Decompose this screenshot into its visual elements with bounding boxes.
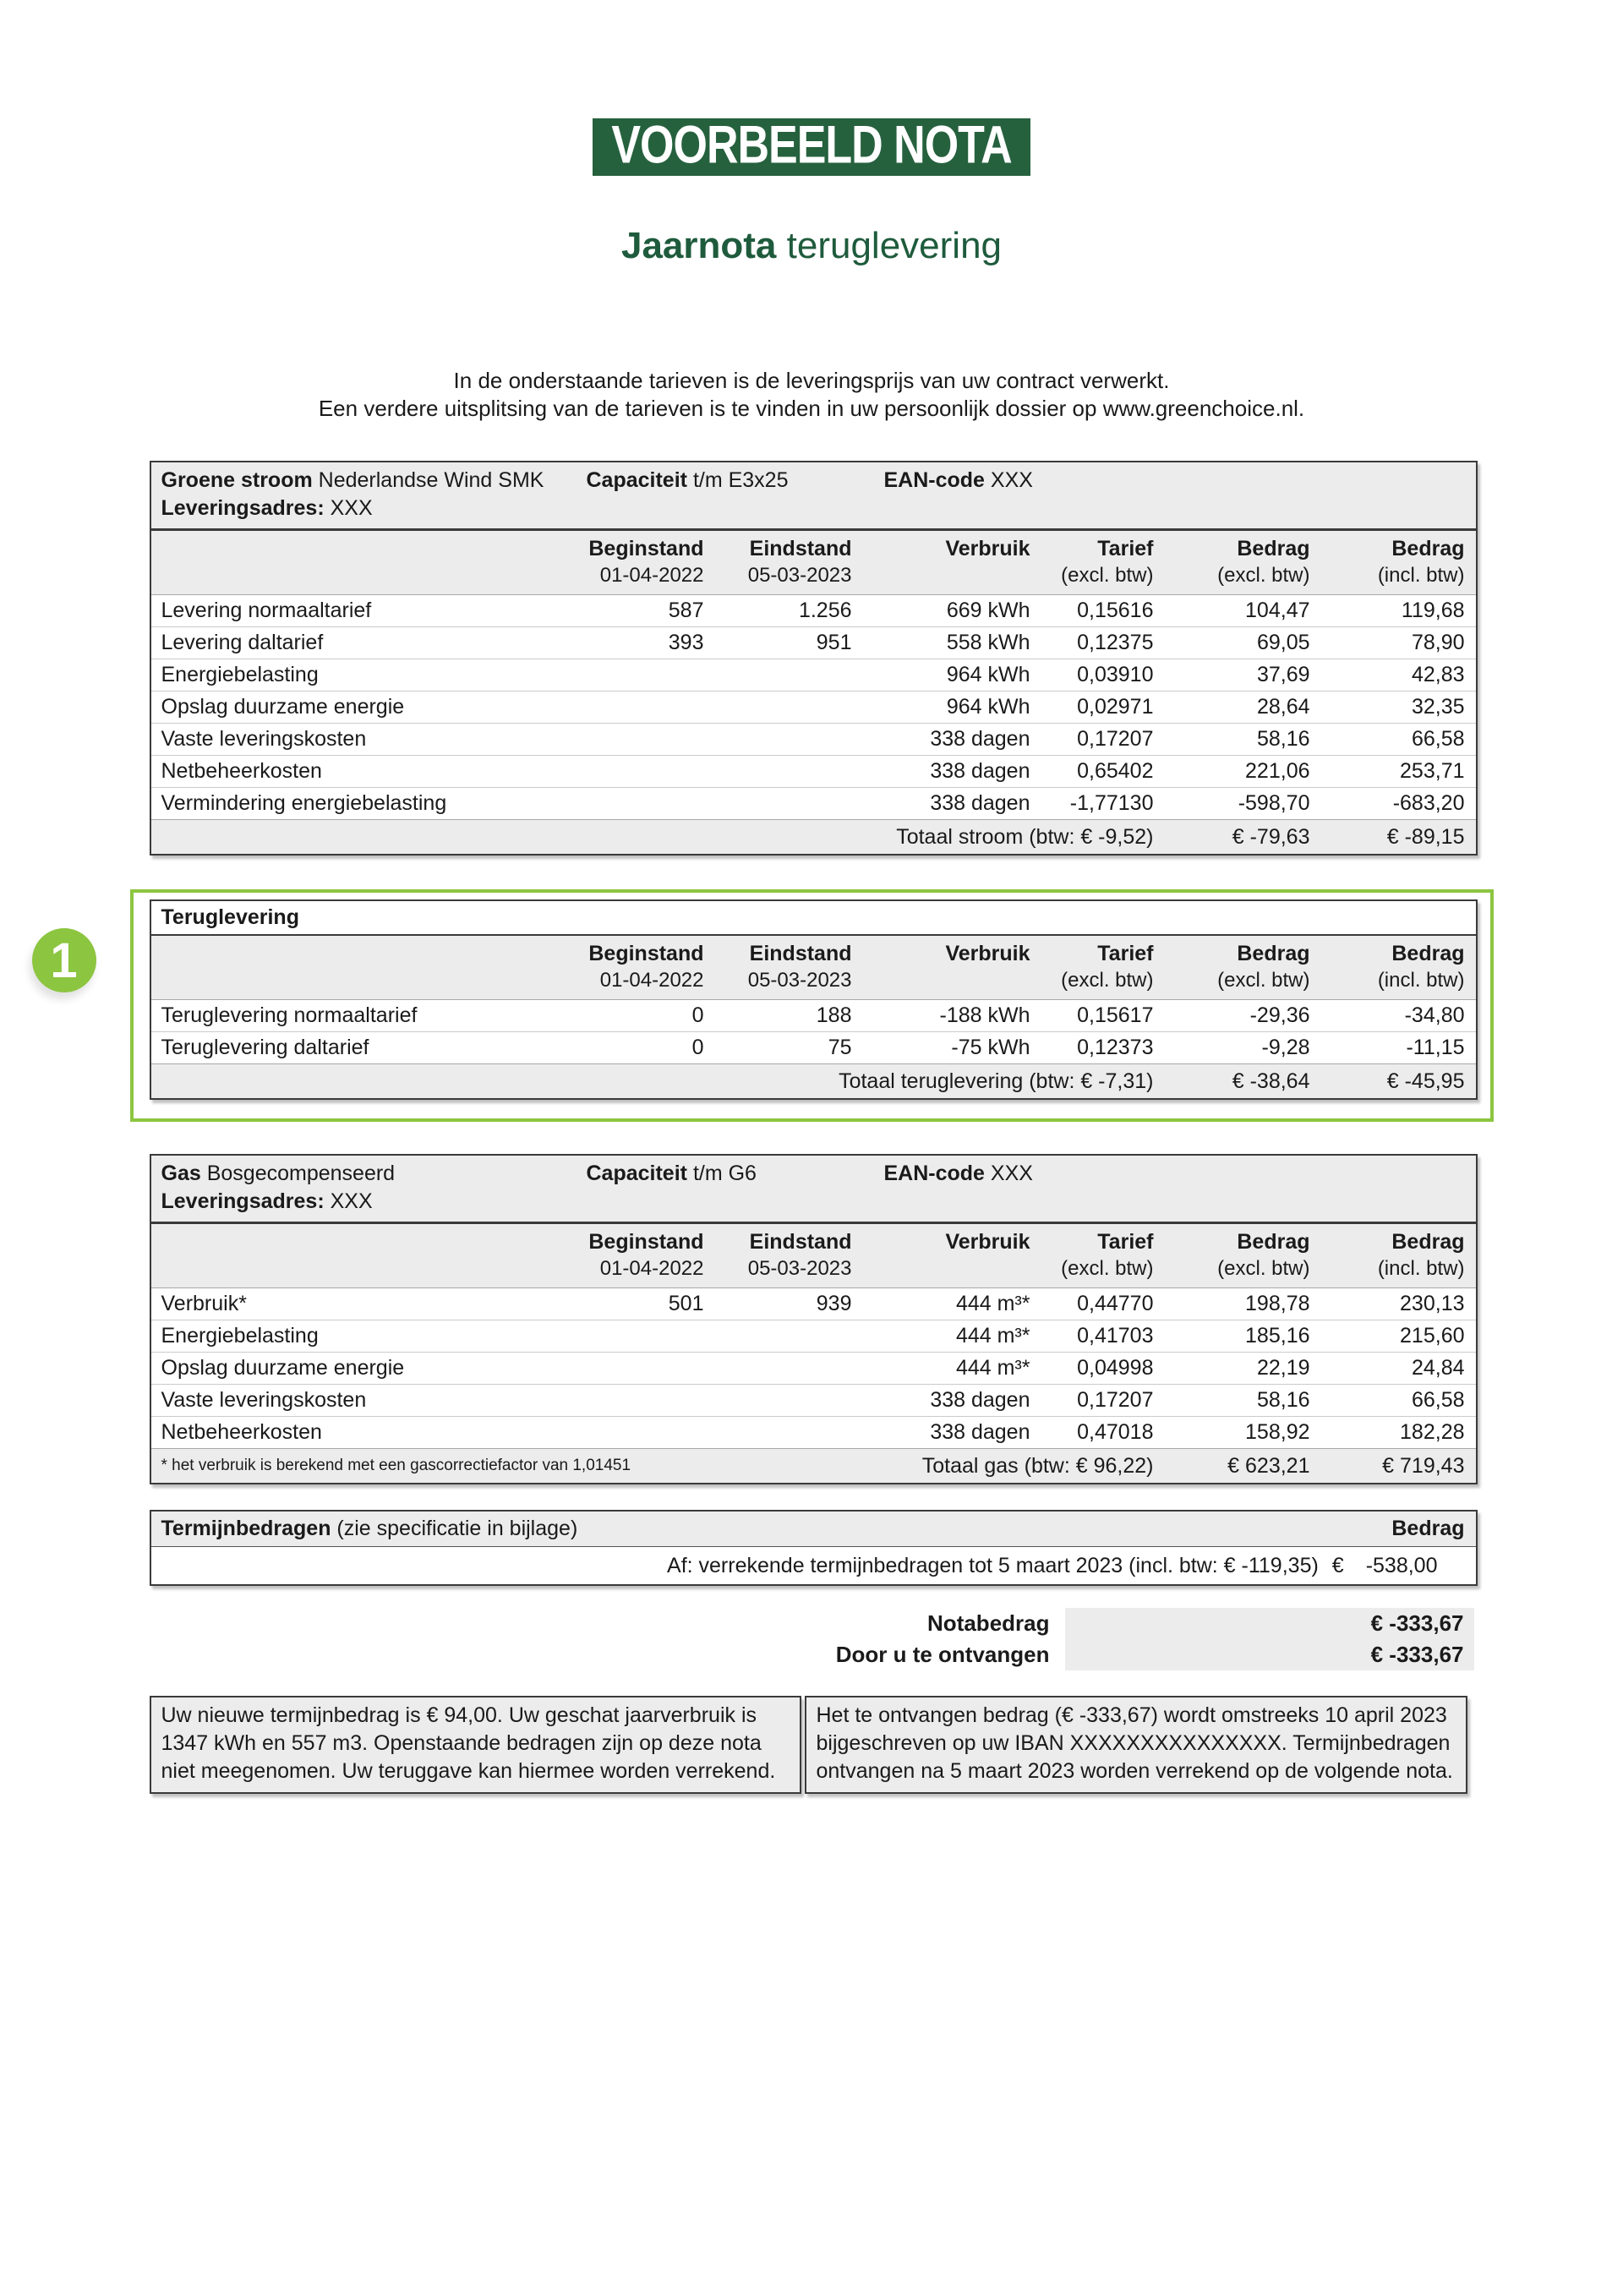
note-termijnbedrag: Uw nieuwe termijnbedrag is € 94,00. Uw geschat jaarverbruik is 1347 kWh en 557 m3. Openstaande bedragen zijn op deze nota niet meegenomen. Uw teruggave kan hiermee worden verrekend.: [150, 1696, 801, 1794]
intro-line-2: Een verdere uitsplitsing van de tarieven is te vinden in uw persoonlijk dossier op www.greenchoice.nl.: [318, 396, 1305, 421]
gas-rows: [151, 1288, 1476, 1448]
ontvangen-label: Door u te ontvangen: [835, 1642, 1050, 1667]
callout-1-badge: 1: [32, 928, 96, 992]
bottom-notes: [150, 1696, 1474, 1794]
termijnbedragen-header: [151, 1512, 1476, 1547]
termijn-row-label: Af: verrekende termijnbedragen tot 5 maart 2023 (incl. btw: € -119,35): [667, 1554, 1319, 1577]
stroom-capaciteit-label: Capaciteit: [586, 468, 687, 492]
table-row: Vaste leveringskosten 338 dagen 0,17207 58,16 66,58: [151, 723, 1476, 755]
gas-total-incl: € 719,43: [1382, 1454, 1465, 1478]
teruglevering-table: [150, 899, 1478, 1100]
stroom-total-incl: € -89,15: [1386, 825, 1465, 849]
notabedrag-value: € -333,67: [1065, 1608, 1474, 1639]
col-tarief: Tarief (excl. btw): [1061, 537, 1154, 587]
col-eindstand: Eindstand 05-03-2023: [747, 537, 852, 587]
termijnbedragen-title-note: (zie specificatie in bijlage): [336, 1517, 578, 1540]
table-row: Verbruik* 501 939 444 m³* 0,44770 198,78 230,13: [151, 1288, 1476, 1320]
gas-product-label: Gas: [161, 1162, 201, 1185]
gas-table: [150, 1154, 1478, 1484]
gas-footnote: * het verbruik is berekend met een gascorrectiefactor van 1,01451: [161, 1457, 631, 1474]
sample-watermark-banner: [593, 115, 1030, 176]
summary-block: [150, 1608, 1474, 1670]
col-verbruik: Verbruik: [945, 942, 1030, 965]
teruglevering-rows: [151, 1000, 1476, 1063]
table-row: Teruglevering normaaltarief 0 188 -188 kWh 0,15617 -29,36 -34,80: [151, 1000, 1476, 1031]
gas-capaciteit-value: t/m G6: [692, 1162, 757, 1185]
table-row: Netbeheerkosten 338 dagen 0,65402 221,06 253,71: [151, 755, 1476, 787]
termijn-euro-sign: €: [1331, 1554, 1344, 1577]
gas-adres-value: XXX: [330, 1189, 373, 1213]
teruglevering-column-headers: [151, 936, 1476, 1000]
page-title-regular: teruglevering: [786, 225, 1003, 266]
stroom-table: [150, 461, 1478, 856]
table-row: Vaste leveringskosten 338 dagen 0,17207 58,16 66,58: [151, 1384, 1476, 1416]
stroom-total-row: [151, 819, 1476, 854]
stroom-product-value: Nederlandse Wind SMK: [318, 468, 544, 492]
page-title-bold: Jaarnota: [620, 225, 777, 266]
table-row: Levering daltarief 393 951 558 kWh 0,12375 69,05 78,90: [151, 626, 1476, 659]
table-row: Levering normaaltarief 587 1.256 669 kWh 0,15616 104,47 119,68: [151, 595, 1476, 626]
col-tarief: Tarief (excl. btw): [1061, 1230, 1154, 1280]
col-verbruik: Verbruik: [945, 537, 1030, 560]
stroom-meta-line-2: [151, 495, 1476, 522]
stroom-capaciteit-value: t/m E3x25: [692, 468, 789, 492]
note-ontvangen-bedrag: Het te ontvangen bedrag (€ -333,67) wordt omstreeks 10 april 2023 bijgeschreven op uw IBAN XXXXXXXXXXXXXXX. Termijnbedragen ontvangen na 5 maart 2023 worden verrekend op de volgende nota.: [805, 1696, 1467, 1794]
col-bedrag: Bedrag: [1391, 1517, 1465, 1540]
termijn-amount: -538,00: [1365, 1554, 1438, 1577]
col-beginstand: Beginstand 01-04-2022: [588, 537, 704, 587]
stroom-ean-value: XXX: [990, 468, 1033, 492]
stroom-total-excl: € -79,63: [1232, 825, 1310, 849]
table-row: Netbeheerkosten 338 dagen 0,47018 158,92 182,28: [151, 1416, 1476, 1448]
gas-total-row: [151, 1448, 1476, 1483]
col-bedrag-incl: Bedrag (incl. btw): [1377, 1230, 1465, 1280]
page-title: [0, 225, 1623, 267]
teruglevering-title: Teruglevering: [151, 901, 1476, 936]
stroom-column-headers: [151, 531, 1476, 595]
col-verbruik: Verbruik: [945, 1230, 1030, 1254]
ontvangen-value: € -333,67: [1065, 1639, 1474, 1670]
table-row: Opslag duurzame energie 964 kWh 0,02971 28,64 32,35: [151, 691, 1476, 723]
teruglevering-total-row: [151, 1063, 1476, 1098]
gas-capaciteit-label: Capaciteit: [586, 1162, 687, 1185]
col-beginstand: Beginstand 01-04-2022: [588, 942, 704, 992]
intro-text: [0, 367, 1623, 423]
table-row: Opslag duurzame energie 444 m³* 0,04998 22,19 24,84: [151, 1352, 1476, 1384]
termijnbedragen-title: Termijnbedragen: [161, 1517, 331, 1540]
stroom-adres-value: XXX: [330, 496, 373, 520]
sample-banner-wrap: [0, 0, 1623, 176]
gas-meta: [151, 1156, 1476, 1224]
gas-product-value: Bosgecompenseerd: [206, 1162, 396, 1185]
col-bedrag-incl: Bedrag (incl. btw): [1377, 942, 1465, 992]
gas-total-label: Totaal gas (btw: € 96,22): [921, 1454, 1154, 1478]
stroom-total-label: Totaal stroom (btw: € -9,52): [896, 825, 1154, 849]
col-bedrag-excl: Bedrag (excl. btw): [1217, 942, 1310, 992]
content-column: [50, 423, 1474, 1794]
gas-meta-line-2: [151, 1188, 1476, 1216]
stroom-meta-line-1: [151, 467, 1476, 495]
table-row: Energiebelasting 964 kWh 0,03910 37,69 42,83: [151, 659, 1476, 691]
gas-meta-line-1: [151, 1160, 1476, 1188]
table-row: Energiebelasting 444 m³* 0,41703 185,16 215,60: [151, 1320, 1476, 1352]
col-bedrag-excl: Bedrag (excl. btw): [1217, 1230, 1310, 1280]
gas-ean-label: EAN-code: [883, 1162, 985, 1185]
termijnbedragen-table: [150, 1510, 1478, 1586]
notabedrag-label: Notabedrag: [927, 1610, 1050, 1636]
stroom-product-label: Groene stroom: [161, 468, 313, 492]
col-tarief: Tarief (excl. btw): [1061, 942, 1154, 992]
gas-total-excl: € 623,21: [1227, 1454, 1310, 1478]
gas-ean-value: XXX: [990, 1162, 1033, 1185]
stroom-adres-label: Leveringsadres:: [161, 496, 325, 520]
stroom-meta: [151, 462, 1476, 531]
col-eindstand: Eindstand 05-03-2023: [747, 942, 852, 992]
teruglevering-total-incl: € -45,95: [1386, 1069, 1465, 1093]
gas-adres-label: Leveringsadres:: [161, 1189, 325, 1213]
col-bedrag-excl: Bedrag (excl. btw): [1217, 537, 1310, 587]
table-row: Teruglevering daltarief 0 75 -75 kWh 0,12373 -9,28 -11,15: [151, 1031, 1476, 1063]
col-eindstand: Eindstand 05-03-2023: [747, 1230, 852, 1280]
col-bedrag-incl: Bedrag (incl. btw): [1377, 537, 1465, 587]
stroom-ean-label: EAN-code: [883, 468, 985, 492]
col-beginstand: Beginstand 01-04-2022: [588, 1230, 704, 1280]
banner-text: VOORBEELD NOTA: [611, 115, 1012, 176]
teruglevering-total-excl: € -38,64: [1232, 1069, 1310, 1093]
intro-line-1: In de onderstaande tarieven is de leveringsprijs van uw contract verwerkt.: [453, 368, 1170, 393]
gas-column-headers: [151, 1224, 1476, 1288]
termijnbedragen-row: [151, 1547, 1476, 1584]
teruglevering-highlight-box: [50, 889, 1494, 1122]
teruglevering-total-label: Totaal teruglevering (btw: € -7,31): [839, 1069, 1154, 1093]
table-row: Vermindering energiebelasting 338 dagen -1,77130 -598,70 -683,20: [151, 787, 1476, 819]
stroom-rows: [151, 595, 1476, 819]
